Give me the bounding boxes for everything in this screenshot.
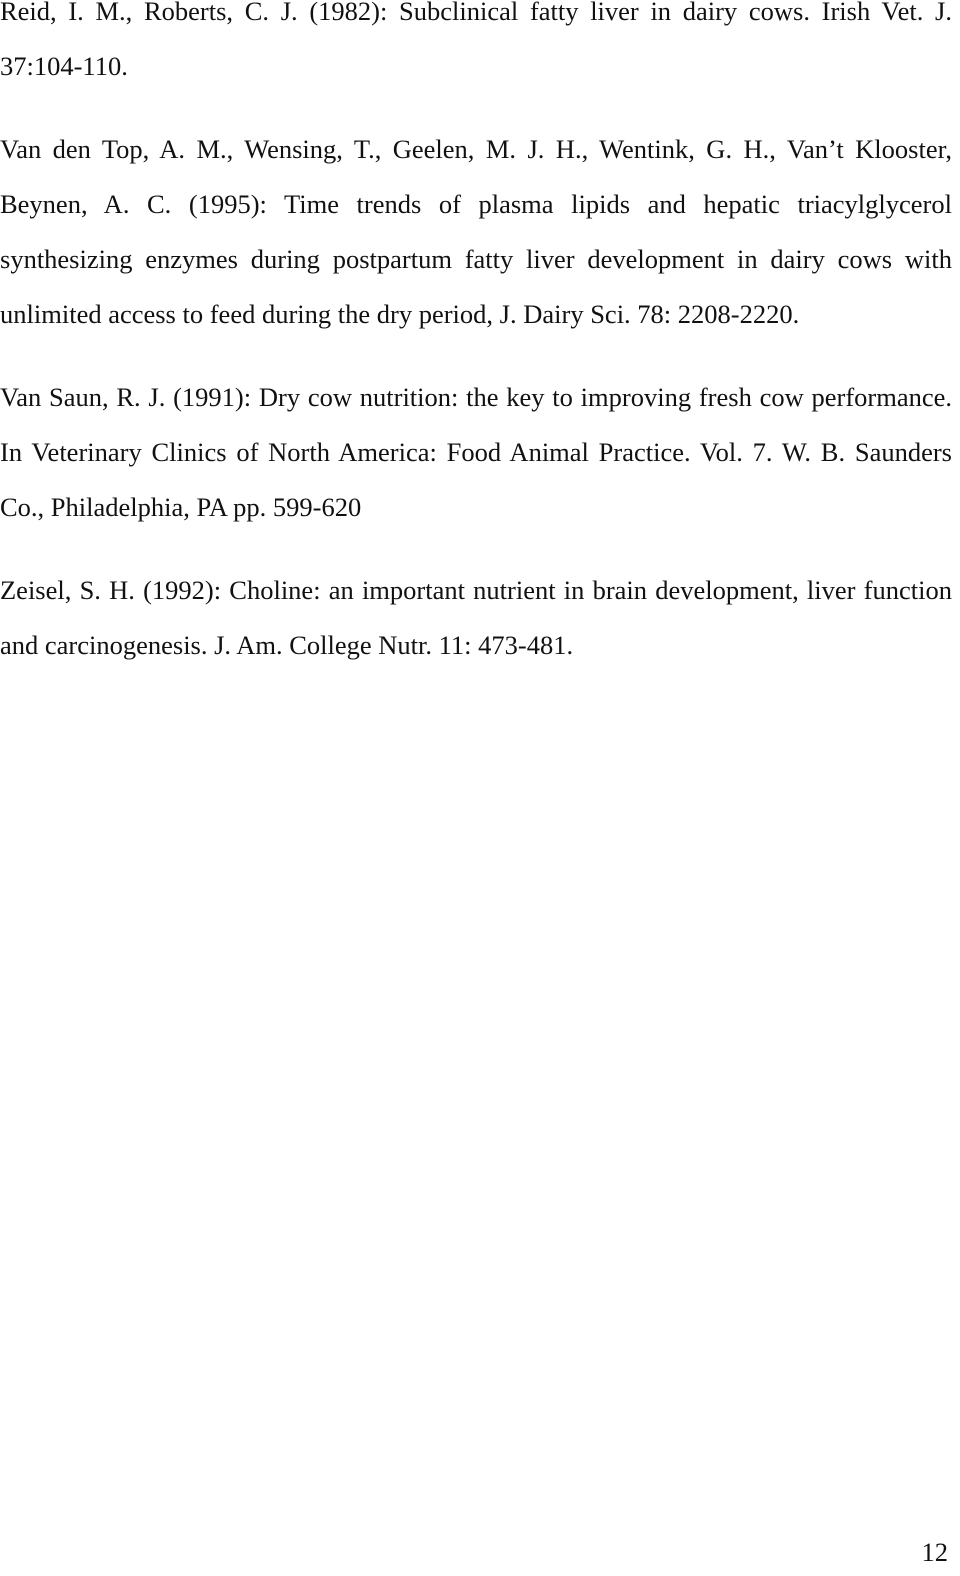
reference-list: [0, 0, 952, 701]
reference-entry: Zeisel, S. H. (1992): Choline: an important nutrient in brain development, liver function and carcinogenesis. J. Am. College Nutr. 11: 473-481.: [0, 575, 952, 660]
reference-entry: Van den Top, A. M., Wensing, T., Geelen, M. J. H., Wentink, G. H., Van’t Klooster, Beynen, A. C. (1995): Time trends of plasma lipids and hepatic triacylglycerol synthesizing enzymes during postpartum fatty liver development in dairy cows with unlimited access to feed during the dry period, J. Dairy Sci. 78: 2208-2220.: [0, 134, 952, 329]
page-number: 12: [921, 1537, 948, 1567]
reference-entry: Reid, I. M., Roberts, C. J. (1982): Subclinical fatty liver in dairy cows. Irish Vet. J. 37:104-110.: [0, 0, 952, 81]
reference-entry: Van Saun, R. J. (1991): Dry cow nutrition: the key to improving fresh cow performance. In Veterinary Clinics of North America: Food Animal Practice. Vol. 7. W. B. Saunders Co., Philadelphia, PA pp. 599-620: [0, 382, 952, 522]
